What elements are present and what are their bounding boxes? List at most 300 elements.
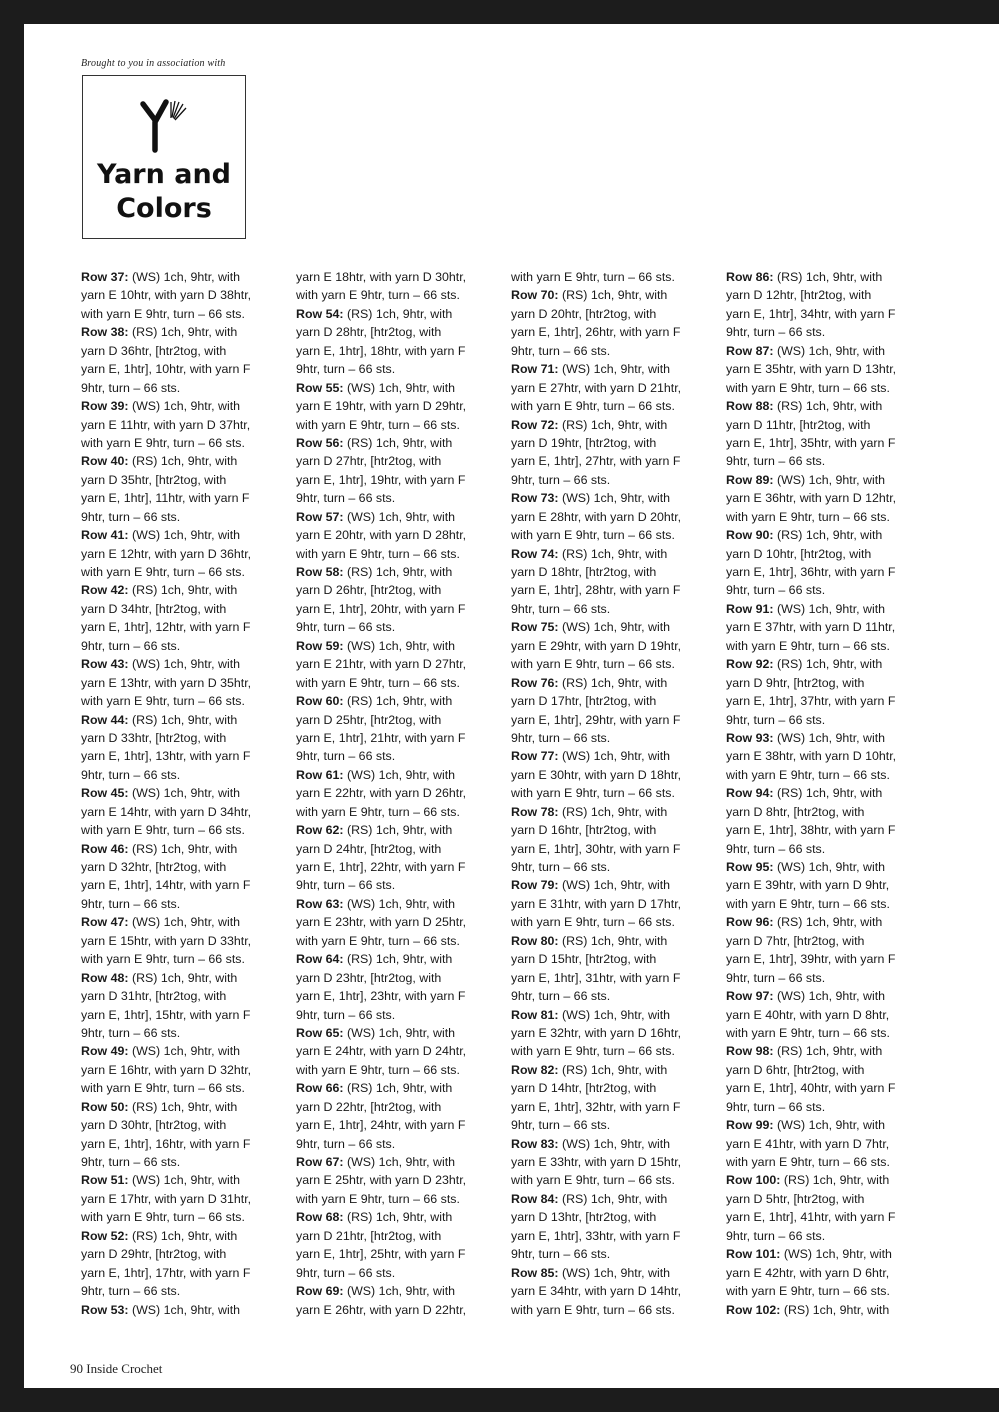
row-number: Row 41:: [81, 528, 129, 543]
instruction-line: [726, 1042, 926, 1060]
row-number: Row 67:: [296, 1155, 344, 1169]
yarn-logo-icon: [139, 98, 193, 154]
instruction-line: [726, 618, 926, 636]
row-instruction-text: 9htr, turn – 66 sts.: [81, 509, 181, 524]
row-number: Row 63:: [296, 896, 344, 911]
instruction-line: [511, 1227, 711, 1245]
instruction-line: [81, 950, 281, 968]
instruction-line: [726, 1098, 926, 1116]
row-instruction-text: yarn E, 1htr], 28htr, with yarn F: [511, 583, 681, 598]
row-instruction-text: 9htr, turn – 66 sts.: [296, 1007, 396, 1022]
row-number: Row 79:: [511, 878, 559, 893]
instruction-line: [511, 692, 711, 710]
instruction-line: [296, 729, 496, 747]
instruction-line: [296, 581, 496, 599]
instruction-line: [511, 286, 711, 304]
row-instruction-text: (WS) 1ch, 9htr, with: [128, 399, 241, 414]
row-instruction-text: (RS) 1ch, 9htr, with: [343, 1210, 453, 1225]
row-instruction-text: (WS) 1ch, 9htr, with: [343, 509, 456, 524]
row-instruction-text: 9htr, turn – 66 sts.: [81, 1284, 181, 1299]
instruction-line: [726, 1116, 926, 1134]
instruction-line: [726, 452, 926, 470]
yarn-and-colors-logo: [82, 75, 246, 239]
row-instruction-text: yarn E, 1htr], 37htr, with yarn F: [726, 694, 896, 709]
instruction-line: [511, 545, 711, 563]
instruction-line: [511, 1264, 711, 1282]
row-instruction-text: 9htr, turn – 66 sts.: [296, 749, 396, 764]
instruction-line: [81, 452, 281, 470]
instruction-line: [726, 692, 926, 710]
instruction-line: [81, 711, 281, 729]
row-instruction-text: (WS) 1ch, 9htr, with: [558, 1007, 671, 1022]
row-instruction-text: yarn E 42htr, with yarn D 6htr,: [726, 1265, 890, 1280]
row-instruction-text: (WS) 1ch, 9htr, with: [773, 989, 886, 1004]
row-number: Row 91:: [726, 601, 774, 616]
instruction-line: [726, 305, 926, 323]
instruction-line: [726, 1079, 926, 1097]
row-instruction-text: (WS) 1ch, 9htr, with: [558, 1136, 671, 1151]
row-instruction-text: (WS) 1ch, 9htr, with: [343, 1155, 456, 1169]
pattern-column-4: [726, 268, 926, 1319]
instruction-line: [511, 471, 711, 489]
logo-line-2: Colors: [116, 193, 212, 224]
row-number: Row 57:: [296, 509, 344, 524]
instruction-line: [296, 286, 496, 304]
instruction-line: [296, 1098, 496, 1116]
row-number: Row 54:: [296, 306, 344, 321]
instruction-line: [296, 821, 496, 839]
row-instruction-text: with yarn E 9htr, turn – 66 sts.: [511, 399, 675, 414]
row-number: Row 73:: [511, 491, 559, 506]
row-instruction-text: 9htr, turn – 66 sts.: [511, 601, 611, 616]
row-instruction-text: yarn E 20htr, with yarn D 28htr,: [296, 528, 467, 543]
instruction-line: [296, 840, 496, 858]
row-instruction-text: yarn D 24htr, [htr2tog, with: [296, 841, 442, 856]
row-instruction-text: 9htr, turn – 66 sts.: [726, 1099, 826, 1114]
instruction-line: [726, 932, 926, 950]
row-instruction-text: yarn D 11htr, [htr2tog, with: [726, 417, 871, 432]
instruction-line: [511, 1153, 711, 1171]
instruction-line: [81, 305, 281, 323]
row-instruction-text: yarn E 37htr, with yarn D 11htr,: [726, 620, 896, 635]
instruction-line: [296, 618, 496, 636]
row-instruction-text: (RS) 1ch, 9htr, with: [128, 841, 238, 856]
row-instruction-text: yarn E, 1htr], 13htr, with yarn F: [81, 749, 251, 764]
row-instruction-text: (WS) 1ch, 9htr, with: [128, 657, 241, 672]
row-number: Row 74:: [511, 546, 559, 561]
row-instruction-text: yarn E 38htr, with yarn D 10htr,: [726, 749, 897, 764]
row-instruction-text: yarn D 19htr, [htr2tog, with: [511, 435, 657, 450]
instruction-line: [81, 1264, 281, 1282]
instruction-line: [511, 969, 711, 987]
instruction-line: [81, 895, 281, 913]
instruction-line: [726, 1135, 926, 1153]
row-instruction-text: with yarn E 9htr, turn – 66 sts.: [511, 786, 675, 801]
instruction-line: [511, 840, 711, 858]
instruction-line: [81, 471, 281, 489]
row-number: Row 87:: [726, 343, 774, 358]
instruction-line: [726, 858, 926, 876]
instruction-line: [726, 840, 926, 858]
instruction-line: [296, 563, 496, 581]
instruction-line: [726, 323, 926, 341]
instruction-line: [81, 323, 281, 341]
instruction-line: [726, 526, 926, 544]
instruction-line: [296, 526, 496, 544]
row-instruction-text: yarn E, 1htr], 22htr, with yarn F: [296, 860, 466, 874]
instruction-line: [726, 913, 926, 931]
instruction-line: [511, 360, 711, 378]
instruction-line: [296, 434, 496, 452]
instruction-line: [726, 1171, 926, 1189]
row-number: Row 84:: [511, 1191, 559, 1206]
instruction-line: [296, 1282, 496, 1300]
row-instruction-text: (WS) 1ch, 9htr, with: [558, 878, 671, 893]
instruction-line: [296, 379, 496, 397]
row-instruction-text: (RS) 1ch, 9htr, with: [558, 804, 668, 819]
instruction-line: [296, 858, 496, 876]
row-number: Row 83:: [511, 1136, 559, 1151]
row-number: Row 59:: [296, 638, 344, 653]
instruction-line: [296, 1264, 496, 1282]
row-instruction-text: yarn D 18htr, [htr2tog, with: [511, 565, 657, 579]
row-instruction-text: yarn E 36htr, with yarn D 12htr,: [726, 491, 897, 506]
row-number: Row 97:: [726, 989, 774, 1004]
row-instruction-text: yarn E 21htr, with yarn D 27htr,: [296, 657, 467, 672]
instruction-line: [81, 342, 281, 360]
row-number: Row 40:: [81, 454, 129, 469]
row-number: Row 45:: [81, 786, 129, 801]
row-instruction-text: yarn E 39htr, with yarn D 9htr,: [726, 878, 890, 893]
row-number: Row 37:: [81, 270, 129, 284]
row-instruction-text: yarn E 12htr, with yarn D 36htr,: [81, 546, 252, 561]
row-instruction-text: with yarn E 9htr, turn – 66 sts.: [296, 417, 460, 432]
instruction-line: [81, 876, 281, 894]
row-instruction-text: (WS) 1ch, 9htr, with: [128, 528, 241, 543]
instruction-line: [511, 342, 711, 360]
row-instruction-text: with yarn E 9htr, turn – 66 sts.: [81, 306, 245, 321]
row-number: Row 65:: [296, 1025, 344, 1040]
row-instruction-text: 9htr, turn – 66 sts.: [511, 1247, 611, 1262]
row-instruction-text: (WS) 1ch, 9htr, with: [558, 491, 671, 506]
row-instruction-text: yarn E, 1htr], 14htr, with yarn F: [81, 878, 251, 893]
row-instruction-text: with yarn E 9htr, turn – 66 sts.: [81, 694, 245, 709]
instruction-line: [726, 674, 926, 692]
row-instruction-text: with yarn E 9htr, turn – 66 sts.: [726, 1025, 890, 1040]
instruction-line: [726, 1264, 926, 1282]
instruction-line: [81, 858, 281, 876]
instruction-line: [726, 766, 926, 784]
row-instruction-text: yarn E, 1htr], 27htr, with yarn F: [511, 454, 681, 469]
row-instruction-text: with yarn E 9htr, turn – 66 sts.: [726, 638, 890, 653]
row-number: Row 94:: [726, 786, 774, 801]
instruction-line: [296, 323, 496, 341]
row-instruction-text: yarn D 14htr, [htr2tog, with: [511, 1081, 657, 1096]
instruction-line: [511, 637, 711, 655]
instruction-line: [81, 969, 281, 987]
row-number: Row 90:: [726, 528, 774, 543]
row-instruction-text: 9htr, turn – 66 sts.: [726, 583, 826, 598]
instruction-line: [296, 876, 496, 894]
instruction-line: [511, 1208, 711, 1226]
row-instruction-text: (RS) 1ch, 9htr, with: [773, 528, 883, 543]
row-instruction-text: with yarn E 9htr, turn – 66 sts.: [296, 933, 460, 948]
instruction-line: [81, 545, 281, 563]
instruction-line: [296, 1024, 496, 1042]
instruction-line: [511, 323, 711, 341]
instruction-line: [296, 452, 496, 470]
instruction-line: [296, 600, 496, 618]
instruction-line: [511, 1042, 711, 1060]
row-instruction-text: yarn D 33htr, [htr2tog, with: [81, 730, 227, 745]
instruction-line: [511, 1282, 711, 1300]
row-instruction-text: yarn E 18htr, with yarn D 30htr,: [296, 270, 467, 284]
row-number: Row 56:: [296, 435, 344, 450]
instruction-line: [726, 637, 926, 655]
instruction-line: [81, 1098, 281, 1116]
instruction-line: [296, 766, 496, 784]
instruction-line: [81, 508, 281, 526]
instruction-line: [81, 655, 281, 673]
instruction-line: [81, 1079, 281, 1097]
magazine-page: [24, 24, 999, 1388]
instruction-line: [511, 416, 711, 434]
instruction-line: [511, 1301, 711, 1319]
row-instruction-text: (RS) 1ch, 9htr, with: [128, 454, 238, 469]
instruction-line: [511, 1006, 711, 1024]
row-instruction-text: yarn E, 1htr], 26htr, with yarn F: [511, 325, 681, 340]
instruction-line: [296, 803, 496, 821]
row-instruction-text: 9htr, turn – 66 sts.: [296, 1265, 396, 1280]
instruction-line: [726, 545, 926, 563]
instruction-line: [726, 434, 926, 452]
row-instruction-text: yarn E 11htr, with yarn D 37htr,: [81, 417, 251, 432]
row-instruction-text: with yarn E 9htr, turn – 66 sts.: [296, 804, 460, 819]
instruction-line: [296, 416, 496, 434]
instruction-line: [726, 729, 926, 747]
logo-wordmark: [83, 158, 245, 226]
instruction-line: [726, 416, 926, 434]
row-instruction-text: (RS) 1ch, 9htr, with: [128, 583, 238, 598]
row-instruction-text: yarn E, 1htr], 32htr, with yarn F: [511, 1099, 681, 1114]
row-instruction-text: (RS) 1ch, 9htr, with: [128, 1099, 238, 1114]
instruction-line: [726, 1006, 926, 1024]
row-instruction-text: with yarn E 9htr, turn – 66 sts.: [511, 1302, 675, 1317]
row-instruction-text: yarn D 36htr, [htr2tog, with: [81, 343, 227, 358]
instruction-line: [81, 729, 281, 747]
instruction-line: [511, 932, 711, 950]
instruction-line: [511, 1245, 711, 1263]
row-instruction-text: yarn E, 1htr], 12htr, with yarn F: [81, 620, 251, 635]
instruction-line: [511, 508, 711, 526]
instruction-line: [81, 1024, 281, 1042]
instruction-line: [81, 821, 281, 839]
row-instruction-text: yarn D 6htr, [htr2tog, with: [726, 1062, 865, 1077]
instruction-line: [81, 747, 281, 765]
row-instruction-text: (WS) 1ch, 9htr, with: [343, 638, 456, 653]
row-instruction-text: yarn E 41htr, with yarn D 7htr,: [726, 1136, 890, 1151]
instruction-line: [726, 508, 926, 526]
instruction-line: [511, 1135, 711, 1153]
instruction-line: [511, 1116, 711, 1134]
row-instruction-text: with yarn E 9htr, turn – 66 sts.: [726, 509, 890, 524]
row-instruction-text: yarn E 14htr, with yarn D 34htr,: [81, 804, 252, 819]
row-number: Row 77:: [511, 749, 559, 764]
pattern-column-1: [81, 268, 281, 1319]
instruction-line: [511, 581, 711, 599]
row-number: Row 72:: [511, 417, 559, 432]
instruction-line: [296, 268, 496, 286]
instruction-line: [81, 1116, 281, 1134]
row-instruction-text: (WS) 1ch, 9htr, with: [343, 1284, 456, 1299]
row-instruction-text: with yarn E 9htr, turn – 66 sts.: [81, 435, 245, 450]
row-instruction-text: yarn E 22htr, with yarn D 26htr,: [296, 786, 467, 801]
row-instruction-text: yarn E 29htr, with yarn D 19htr,: [511, 638, 682, 653]
instruction-line: [296, 471, 496, 489]
instruction-line: [81, 286, 281, 304]
instruction-line: [511, 803, 711, 821]
instruction-line: [81, 1153, 281, 1171]
row-instruction-text: 9htr, turn – 66 sts.: [81, 638, 181, 653]
instruction-line: [511, 858, 711, 876]
instruction-line: [726, 821, 926, 839]
row-instruction-text: yarn E, 1htr], 23htr, with yarn F: [296, 989, 466, 1004]
instruction-line: [296, 1190, 496, 1208]
row-instruction-text: yarn D 29htr, [htr2tog, with: [81, 1247, 227, 1262]
row-instruction-text: 9htr, turn – 66 sts.: [726, 841, 826, 856]
instruction-line: [726, 342, 926, 360]
instruction-line: [511, 729, 711, 747]
instruction-line: [81, 416, 281, 434]
instruction-line: [81, 1301, 281, 1319]
instruction-line: [511, 784, 711, 802]
instruction-line: [511, 711, 711, 729]
row-instruction-text: yarn E 24htr, with yarn D 24htr,: [296, 1044, 467, 1059]
row-instruction-text: yarn D 22htr, [htr2tog, with: [296, 1099, 442, 1114]
row-instruction-text: (WS) 1ch, 9htr, with: [343, 1025, 456, 1040]
row-instruction-text: yarn E 25htr, with yarn D 23htr,: [296, 1173, 467, 1188]
row-instruction-text: yarn E, 1htr], 21htr, with yarn F: [296, 730, 466, 745]
instruction-line: [81, 1006, 281, 1024]
instruction-line: [726, 471, 926, 489]
row-number: Row 38:: [81, 325, 129, 340]
row-instruction-text: (RS) 1ch, 9htr, with: [773, 1044, 883, 1059]
row-number: Row 53:: [81, 1302, 129, 1317]
instruction-line: [296, 692, 496, 710]
instruction-line: [81, 1282, 281, 1300]
row-number: Row 89:: [726, 472, 774, 487]
row-instruction-text: yarn E, 1htr], 41htr, with yarn F: [726, 1210, 896, 1225]
row-number: Row 46:: [81, 841, 129, 856]
instruction-line: [296, 545, 496, 563]
instruction-line: [726, 1245, 926, 1263]
row-instruction-text: with yarn E 9htr, turn – 66 sts.: [726, 767, 890, 782]
instruction-line: [296, 397, 496, 415]
instruction-line: [726, 1153, 926, 1171]
row-instruction-text: yarn E, 1htr], 31htr, with yarn F: [511, 970, 681, 985]
instruction-line: [726, 379, 926, 397]
logo-line-1: Yarn and: [97, 159, 231, 190]
row-instruction-text: (RS) 1ch, 9htr, with: [773, 786, 883, 801]
row-instruction-text: (RS) 1ch, 9htr, with: [558, 546, 668, 561]
row-instruction-text: yarn E, 1htr], 17htr, with yarn F: [81, 1265, 251, 1280]
instruction-line: [511, 987, 711, 1005]
row-instruction-text: (WS) 1ch, 9htr, with: [343, 767, 456, 782]
row-instruction-text: yarn E 17htr, with yarn D 31htr,: [81, 1191, 252, 1206]
instruction-line: [296, 711, 496, 729]
row-number: Row 51:: [81, 1173, 129, 1188]
row-instruction-text: (RS) 1ch, 9htr, with: [558, 288, 668, 303]
instruction-line: [81, 637, 281, 655]
row-instruction-text: yarn D 25htr, [htr2tog, with: [296, 712, 442, 727]
row-instruction-text: (RS) 1ch, 9htr, with: [128, 712, 238, 727]
row-instruction-text: yarn D 34htr, [htr2tog, with: [81, 601, 227, 616]
row-instruction-text: yarn E 19htr, with yarn D 29htr,: [296, 399, 467, 414]
row-instruction-text: yarn D 15htr, [htr2tog, with: [511, 952, 657, 967]
instruction-line: [296, 932, 496, 950]
row-instruction-text: (RS) 1ch, 9htr, with: [343, 823, 453, 838]
row-instruction-text: (WS) 1ch, 9htr, with: [558, 749, 671, 764]
row-number: Row 62:: [296, 823, 344, 838]
row-instruction-text: (RS) 1ch, 9htr, with: [773, 657, 883, 672]
instruction-line: [296, 1171, 496, 1189]
row-instruction-text: yarn E, 1htr], 10htr, with yarn F: [81, 362, 251, 377]
instruction-line: [511, 563, 711, 581]
instruction-line: [726, 895, 926, 913]
instruction-line: [81, 379, 281, 397]
instruction-line: [81, 692, 281, 710]
row-instruction-text: (RS) 1ch, 9htr, with: [558, 675, 668, 690]
row-number: Row 78:: [511, 804, 559, 819]
row-instruction-text: with yarn E 9htr, turn – 66 sts.: [511, 657, 675, 672]
instruction-line: [511, 618, 711, 636]
instruction-line: [296, 1079, 496, 1097]
instruction-line: [296, 489, 496, 507]
row-instruction-text: (WS) 1ch, 9htr, with: [128, 915, 241, 930]
row-instruction-text: yarn E, 1htr], 24htr, with yarn F: [296, 1118, 466, 1133]
instruction-line: [726, 784, 926, 802]
row-number: Row 50:: [81, 1099, 129, 1114]
row-instruction-text: yarn D 21htr, [htr2tog, with: [296, 1228, 442, 1243]
instruction-line: [296, 1006, 496, 1024]
instruction-line: [726, 1282, 926, 1300]
row-instruction-text: (WS) 1ch, 9htr, with: [558, 362, 671, 377]
instruction-line: [511, 674, 711, 692]
row-instruction-text: with yarn E 9htr, turn – 66 sts.: [296, 1191, 460, 1206]
row-instruction-text: 9htr, turn – 66 sts.: [296, 491, 396, 506]
row-instruction-text: yarn D 12htr, [htr2tog, with: [726, 288, 872, 303]
row-number: Row 39:: [81, 399, 129, 414]
row-instruction-text: (RS) 1ch, 9htr, with: [128, 970, 238, 985]
row-number: Row 52:: [81, 1228, 129, 1243]
row-instruction-text: with yarn E 9htr, turn – 66 sts.: [81, 823, 245, 838]
row-instruction-text: yarn D 8htr, [htr2tog, with: [726, 804, 865, 819]
row-instruction-text: (RS) 1ch, 9htr, with: [558, 417, 668, 432]
row-instruction-text: yarn E 33htr, with yarn D 15htr,: [511, 1155, 682, 1169]
instruction-line: [511, 655, 711, 673]
row-instruction-text: 9htr, turn – 66 sts.: [511, 343, 611, 358]
row-number: Row 95:: [726, 860, 774, 874]
instruction-line: [81, 1042, 281, 1060]
instruction-line: [726, 711, 926, 729]
row-instruction-text: yarn D 28htr, [htr2tog, with: [296, 325, 442, 340]
row-instruction-text: yarn E, 1htr], 39htr, with yarn F: [726, 952, 896, 967]
instruction-line: [81, 397, 281, 415]
row-instruction-text: yarn D 10htr, [htr2tog, with: [726, 546, 872, 561]
instruction-line: [296, 1135, 496, 1153]
row-instruction-text: 9htr, turn – 66 sts.: [511, 730, 611, 745]
row-instruction-text: with yarn E 9htr, turn – 66 sts.: [511, 915, 675, 930]
